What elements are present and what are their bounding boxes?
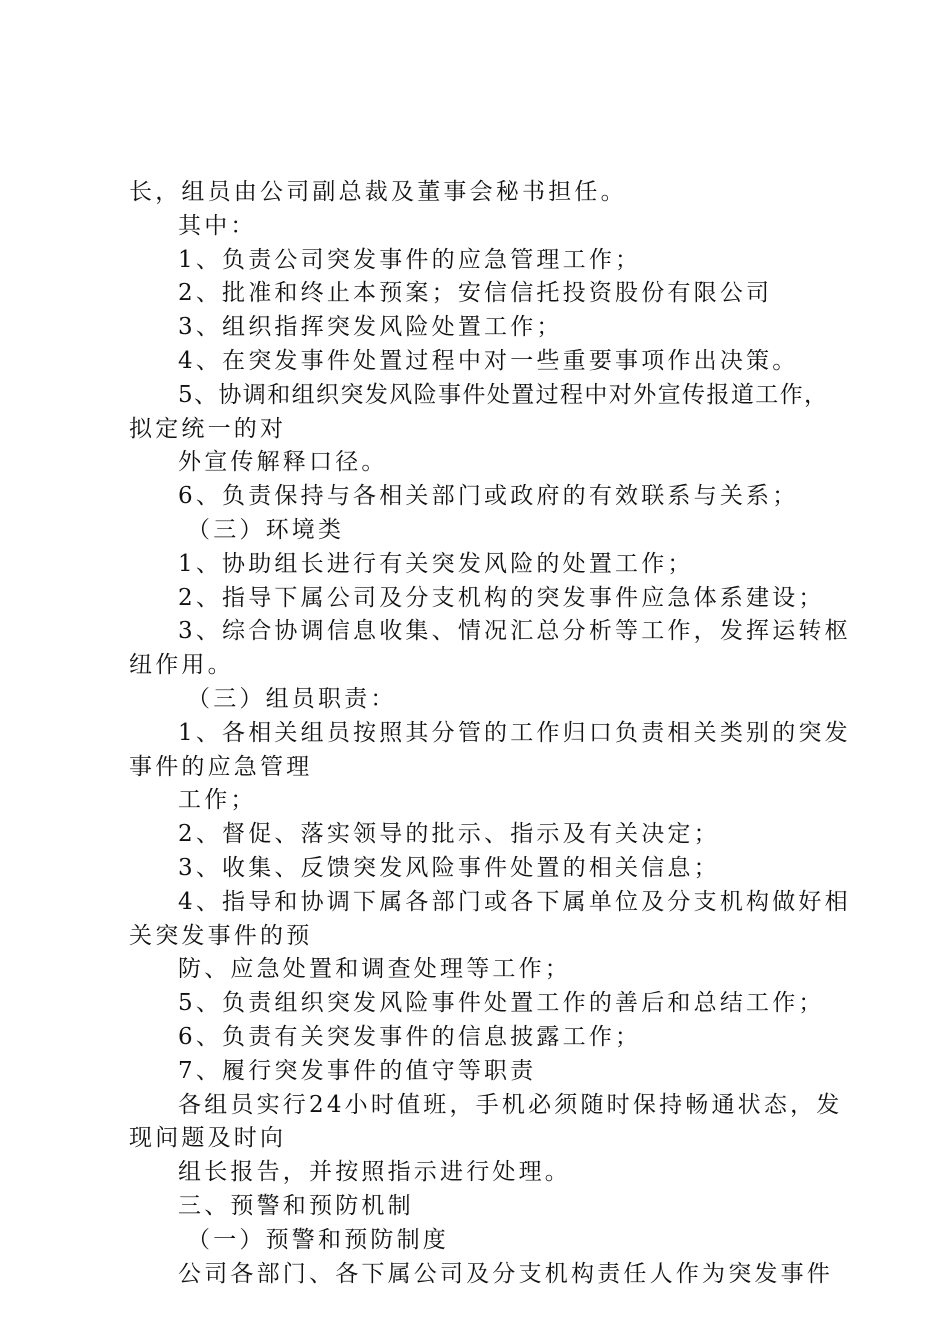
text-line: 关突发事件的预 [129, 922, 313, 949]
text-line: 5、协调和组织突发风险事件处置过程中对外宣传报道工作， [178, 381, 829, 408]
text-line: 各组员实行24小时值班，手机必须随时保持畅通状态，发 [178, 1091, 843, 1118]
text-line: （一）预警和预防制度 [187, 1226, 449, 1253]
text-line: 1、负责公司突发事件的应急管理工作； [178, 246, 642, 273]
text-line: 三、预警和预防机制 [178, 1192, 414, 1219]
text-line: 7、履行突发事件的值守等职责 [178, 1057, 537, 1084]
text-line: 3、综合协调信息收集、情况汇总分析等工作，发挥运转枢 [178, 618, 851, 645]
text-line: 6、负责有关突发事件的信息披露工作； [178, 1023, 642, 1050]
text-line: 4、指导和协调下属各部门或各下属单位及分支机构做好相 [178, 888, 851, 915]
text-line: 3、收集、反馈突发风险事件处置的相关信息； [178, 854, 720, 881]
text-line: 其中： [178, 212, 257, 239]
document-body [129, 176, 851, 1291]
text-line: （三）环境类 [187, 516, 345, 543]
text-line: 拟定统一的对 [129, 415, 287, 442]
text-line: 长，组员由公司副总裁及董事会秘书担任。 [129, 179, 627, 205]
text-line: 事件的应急管理 [129, 753, 313, 780]
text-line: 6、负责保持与各相关部门或政府的有效联系与关系； [178, 483, 799, 510]
text-line: 组长报告，并按照指示进行处理。 [178, 1159, 571, 1186]
text-line: 防、应急处置和调查处理等工作； [178, 956, 571, 983]
text-line: 2、批准和终止本预案；安信信托投资股份有限公司 [178, 280, 773, 307]
text-line: 2、督促、落实领导的批示、指示及有关决定； [178, 821, 720, 848]
text-line: 4、在突发事件处置过程中对一些重要事项作出决策。 [178, 347, 799, 374]
text-line: （三）组员职责： [187, 685, 397, 712]
text-line: 1、协助组长进行有关突发风险的处置工作； [178, 550, 694, 577]
text-line: 3、组织指挥突发风险处置工作； [178, 314, 563, 341]
text-line: 工作； [178, 787, 257, 814]
text-line: 现问题及时向 [129, 1125, 287, 1152]
text-line: 外宣传解释口径。 [178, 449, 388, 476]
text-line: 2、指导下属公司及分支机构的突发事件应急体系建设； [178, 584, 825, 611]
text-line: 5、负责组织突发风险事件处置工作的善后和总结工作； [178, 990, 825, 1017]
text-line: 纽作用。 [129, 652, 234, 679]
text-line: 1、各相关组员按照其分管的工作归口负责相关类别的突发 [178, 719, 851, 746]
text-line: 公司各部门、各下属公司及分支机构责任人作为突发事件 [178, 1260, 833, 1287]
